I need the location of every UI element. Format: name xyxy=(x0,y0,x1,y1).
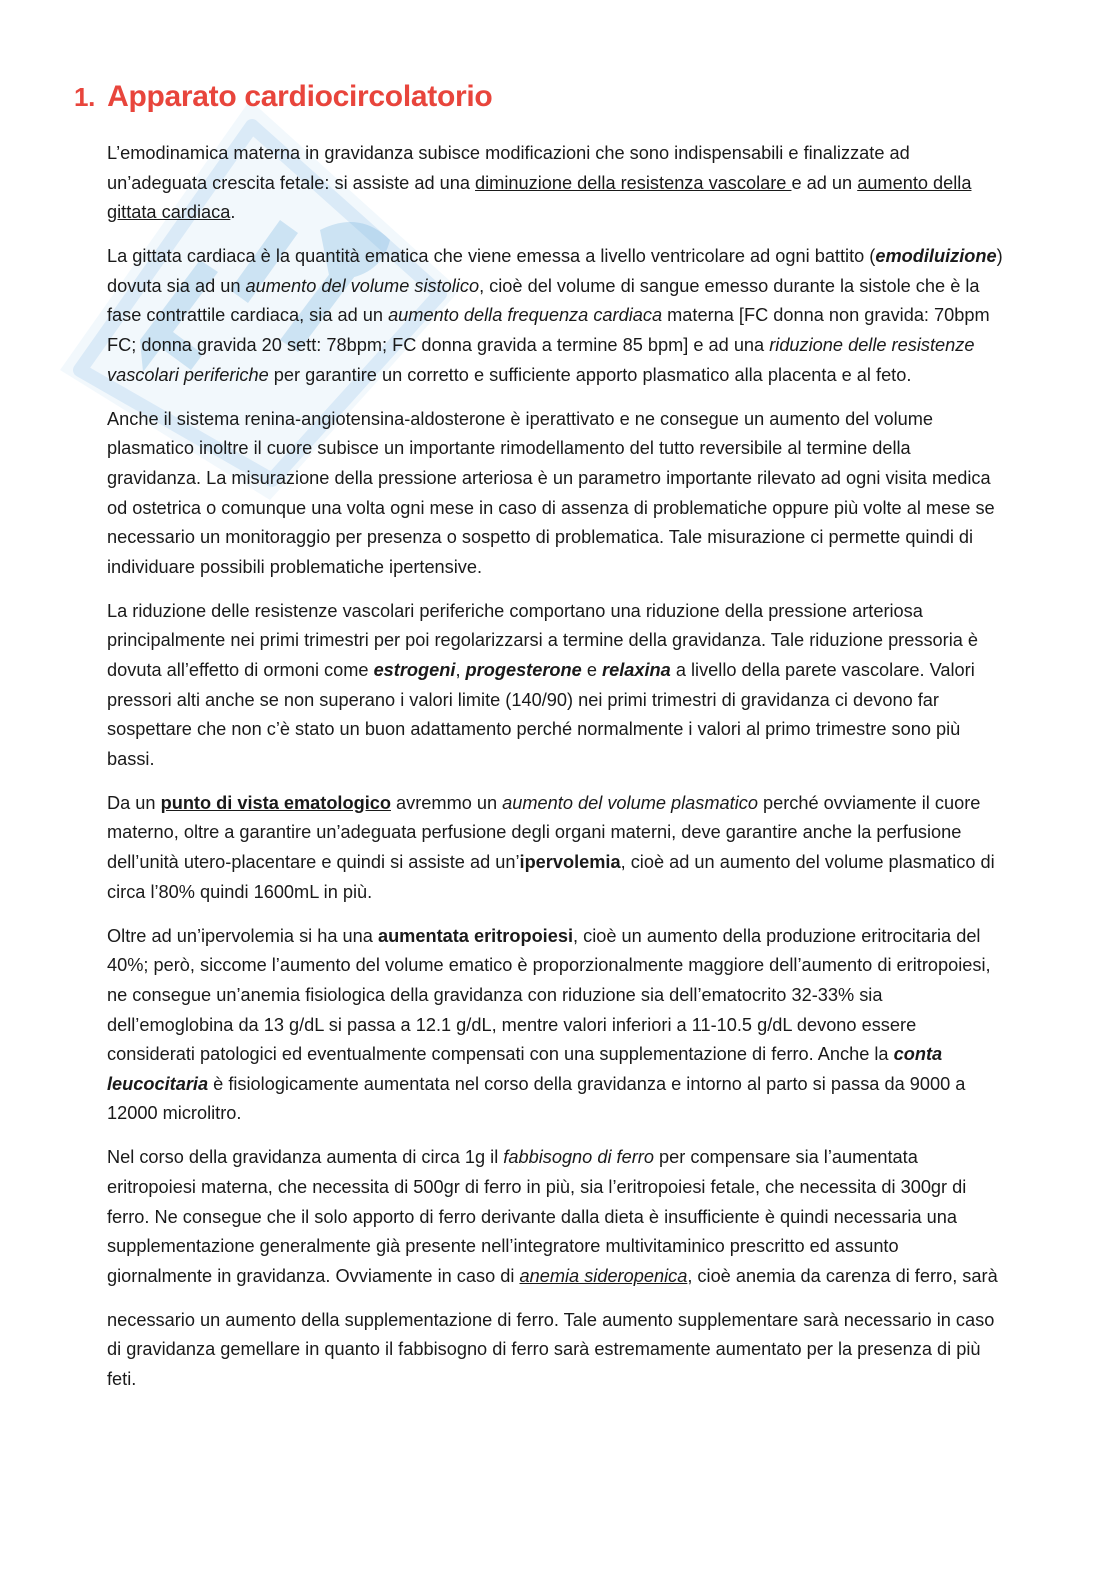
text-run: , cioè un aumento della produzione eritrocitaria del 40%; però, siccome l’aumento del volume ematico è proporzionalmente maggiore dell’aumento di eritropoiesi, ne consegue un’anemia fisiologica della gravidanza con riduzione sia dell’ematocrito 32-33% sia dell’emoglobina da 13 g/dL si passa a 12.1 g/dL, mentre valori inferiori a 11-10.5 g/dL devono essere considerati patologici ed eventualmente compensati con una supplementazione di ferro. Anche la xyxy=(107,925,991,1065)
text-run: necessario un aumento della supplementazione di ferro. Tale aumento supplementare sarà necessario in caso di gravidanza gemellare in quanto il fabbisogno di ferro sarà estremamente aumentato per la presenza di più feti. xyxy=(107,1309,995,1390)
emphasis-text: fabbisogno di ferro xyxy=(503,1147,654,1168)
emphasis-text: riduzione delle resistenze vascolari periferiche xyxy=(107,335,975,385)
emphasis-text: ipervolemia xyxy=(519,852,621,873)
text-run: perché ovviamente il cuore materno, oltre a garantire un’adeguata perfusione degli organi materni, deve garantire anche la perfusione dell’unità utero-placentare e quindi si assiste ad un’ xyxy=(107,792,981,873)
paragraph xyxy=(107,405,1007,583)
text-run: , cioè ad un aumento del volume plasmatico di circa l’80% quindi 1600mL in più. xyxy=(107,852,995,902)
emphasis-text: punto di vista ematologico xyxy=(160,792,391,813)
body-text xyxy=(107,139,1007,1409)
text-run: è fisiologicamente aumentata nel corso della gravidanza e intorno al parto si passa da 9000 a 12000 microlitro. xyxy=(107,1073,966,1124)
text-run: e ad un xyxy=(791,172,858,193)
text-run: per compensare sia l’aumentata eritropoiesi materna, che necessita di 500gr di ferro in più, sia l’eritropoiesi fetale, che necessita di 300gr di ferro. Ne consegue che il solo apporto di ferro derivante dalla dieta è insufficiente è quindi necessaria una supplementazione generalmente già presente nell’integratore multivitaminico prescritto ed assunto giornalmente in gravidanza. Ovviamente in caso di xyxy=(107,1147,967,1286)
text-run: , xyxy=(455,660,466,680)
text-run: Da un xyxy=(107,792,161,813)
text-run: Nel corso della gravidanza aumenta di circa 1g il xyxy=(107,1147,504,1168)
paragraph xyxy=(107,139,1007,228)
text-run: avremmo un xyxy=(390,792,503,813)
emphasis-text: relaxina xyxy=(602,660,671,680)
text-run: ) dovuta sia ad un xyxy=(107,246,1003,296)
paragraph xyxy=(107,597,1007,775)
emphasis-text: aumentata eritropoiesi xyxy=(377,925,574,946)
text-run: Oltre ad un’ipervolemia si ha una xyxy=(107,925,378,946)
paragraph xyxy=(107,789,1007,907)
emphasis-text: estrogeni xyxy=(373,660,456,680)
section-title: Apparato cardiocircolatorio xyxy=(107,80,493,113)
paragraph xyxy=(107,242,1007,390)
section-heading xyxy=(74,80,492,114)
text-run: , cioè del volume di sangue emesso durante la sistole che è la fase contrattile cardiaca, sia ad un xyxy=(107,275,980,326)
text-run: per garantire un corretto e sufficiente apporto plasmatico alla placenta e al feto. xyxy=(268,364,912,385)
text-run: , cioè anemia da carenza di ferro, sarà xyxy=(687,1265,998,1286)
text-run: materna [FC donna non gravida: 70bpm FC; donna gravida 20 sett: 78bpm; FC donna gravida a termine 85 bpm] e ad una xyxy=(107,305,990,356)
text-run: e xyxy=(581,660,603,680)
emphasis-text: diminuzione della resistenza vascolare xyxy=(475,172,792,193)
paragraph xyxy=(107,1306,1007,1395)
emphasis-text: aumento del volume plasmatico xyxy=(502,792,758,813)
emphasis-text: aumento del volume sistolico xyxy=(245,275,480,296)
emphasis-text: progesterone xyxy=(465,660,582,680)
text-run: L’emodinamica materna in gravidanza subisce modificazioni che sono indispensabili e finalizzate ad un’adeguata crescita fetale: si assiste ad una xyxy=(107,143,910,193)
emphasis-text: emodiluizione xyxy=(875,246,997,267)
text-run: a livello della parete vascolare. Valori pressori alti anche se non superano i valori limite (140/90) nei primi trimestri di gravidanza ci devono far sospettare che non c’è stato un buon adattamento perché normalmente i valori al primo trimestre sono più bassi. xyxy=(107,660,975,769)
emphasis-text: aumento della gittata cardiaca xyxy=(107,172,972,223)
emphasis-text: conta leucocitaria xyxy=(107,1044,943,1094)
emphasis-text: aumento della frequenza cardiaca xyxy=(388,305,663,326)
text-run: . xyxy=(230,202,236,223)
paragraph xyxy=(107,1143,1007,1291)
paragraph xyxy=(107,922,1007,1129)
section-number: 1. xyxy=(74,82,96,112)
text-run: Anche il sistema renina-angiotensina-aldosterone è iperattivato e ne consegue un aumento del volume plasmatico inoltre il cuore subisce un importante rimodellamento del tutto reversibile al termine della gravidanza. La misurazione della pressione arteriosa è un parametro importante rilevato ad ogni visita medica od ostetrica o comunque una volta ogni mese in caso di assenza di problematiche oppure più volte al mese se necessario un monitoraggio per presenza o sospetto di problematica. Tale misurazione ci permette quindi di individuare possibili problematiche ipertensive. xyxy=(107,408,995,577)
text-run: La riduzione delle resistenze vascolari periferiche comportano una riduzione della pressione arteriosa principalmente nei primi trimestri per poi regolarizzarsi a termine della gravidanza. Tale riduzione pressoria è dovuta all’effetto di ormoni come xyxy=(107,600,979,680)
emphasis-text: anemia sideropenica xyxy=(519,1265,688,1286)
text-run: La gittata cardiaca è la quantità ematica che viene emessa a livello ventricolare ad ogni battito ( xyxy=(107,246,876,267)
